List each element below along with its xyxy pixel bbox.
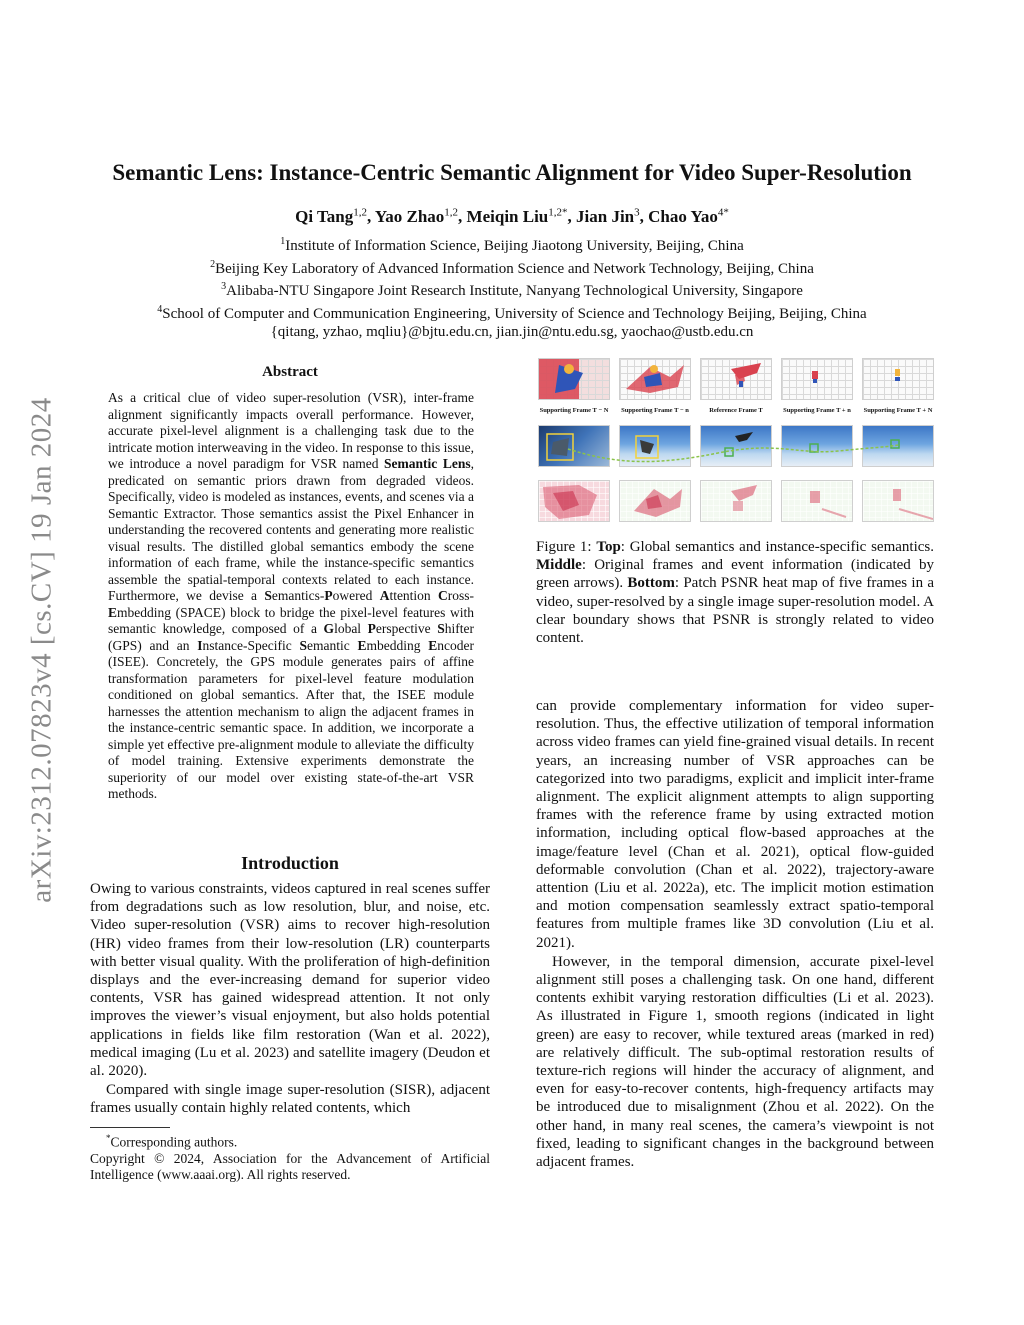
- psnr-heatmap-row: [538, 480, 934, 522]
- abstract-segment: P: [367, 621, 376, 636]
- affiliation: $^2$Beijing Key Laboratory of Advanced Information Science and Network Technology, Beijing, China: [210, 258, 814, 277]
- author: Chao Yao$^{4*}$: [648, 206, 729, 226]
- psnr-heatmap: [862, 480, 934, 522]
- affiliation: $^1$Institute of Information Science, Beijing Jiaotong University, Beijing, China: [280, 236, 744, 254]
- caption-segment: Middle: [536, 557, 582, 574]
- abstract-segment: owered: [332, 588, 380, 603]
- semantic-frame: [538, 358, 610, 400]
- paragraph: can provide complementary information for video super-resolution. Thus, the effective utilization of temporal information across video frames can yield fine-grained visual details. In recent years, an increasing number of VSR approaches can be categorized into two paradigms, explicit and implicit inter-frame alignment. The explicit alignment attempts to align supporting frames with the reference frame by using extracted motion information, including optical flow-based approaches at the image/feature level (Chan et al. 2021), optical flow-guided deformable convolution (Chan et al. 2022), trajectory-aware attention (Liu et al. 2022a), etc. The implicit motion estimation and motion compensation seamlessly extract spatio-temporal features from multiple frames like 3D convolution (Liu et al. 2021).: [536, 698, 934, 951]
- frame-label: Supporting Frame T − N: [539, 407, 609, 414]
- arxiv-stamp: [22, 360, 62, 940]
- frame-label-row: [538, 407, 934, 419]
- right-column-body: [536, 697, 934, 1171]
- psnr-heatmap: [619, 480, 691, 522]
- semantic-frame: [862, 358, 934, 400]
- semantic-frame: [619, 358, 691, 400]
- abstract-segment: ross-: [447, 588, 475, 603]
- footnote: [90, 1130, 490, 1183]
- abstract-segment: Semantic Lens: [384, 456, 471, 471]
- semantic-frame: [781, 358, 853, 400]
- email-list: {qitang, yzhao, mqliu}@bjtu.edu.cn, jian.jin@ntu.edu.sg, yaochao@ustb.edu.cn: [270, 324, 754, 340]
- abstract-heading: Abstract: [262, 364, 318, 380]
- semantic-row: [538, 358, 934, 400]
- figure-1: [538, 358, 934, 528]
- psnr-heatmap: [538, 480, 610, 522]
- abstract-segment: hifter (GPS) and an: [108, 621, 474, 653]
- abstract-segment: I: [197, 637, 203, 653]
- author: Jian Jin$^3$: [576, 206, 640, 226]
- author-list: Qi Tang$^{1,2}$, Yao Zhao$^{1,2}$, Meiqin Liu$^{1,2*}$, Jian Jin$^3$, Chao Yao$^{4*}$: [295, 206, 729, 226]
- abstract-segment: lobal: [334, 621, 368, 636]
- abstract-segment: , predicated on semantic priors drawn from degraded videos. Specifically, video is modeled as instances, events, and scenes via a Semantic Extractor. Those semantics assist the Pixel Enhancer in understanding the recovered contents and generating more realistic visual results. The distilled global semantics embody the scene information of each frame, while the instance-specific semantics assemble the spatial-temporal contexts related to each instance. Furthermore, we devise a: [108, 456, 474, 603]
- author: Yao Zhao$^{1,2}$: [374, 206, 459, 226]
- abstract-segment: S: [299, 637, 307, 653]
- abstract-segment: P: [324, 588, 333, 603]
- abstract-body: [108, 390, 474, 803]
- frame-label: Reference Frame T: [709, 407, 763, 414]
- caption-segment: : Global semantics and instance-specific semantics.: [620, 539, 934, 555]
- introduction-heading: Introduction: [241, 853, 339, 873]
- paragraph: Owing to various constraints, videos captured in real scenes suffer from degradations such as low resolution, blur, and noise, etc. Video super-resolution (VSR) aims to recover high-resolution (HR) video frames from their low-resolution (LR) counterparts with better visual quality. With the proliferation of high-definition displays and the ever-increasing demand for superior video contents, VSR has gained widespread attention. It not only improves the viewer’s visual enjoyment, but also holds potential applications in fields like film restoration (Wan et al. 2022), medical imaging (Lu et al. 2023) and satellite imagery (Deudon et al. 2020).: [90, 881, 490, 1080]
- affiliations: [0, 233, 1024, 342]
- abstract-segment: E: [428, 637, 438, 653]
- paragraph: Compared with single image super-resolution (SISR), adjacent frames usually contain highly related contents, which: [90, 1082, 490, 1117]
- event-arrows: [538, 425, 934, 467]
- author: Qi Tang$^{1,2}$: [295, 206, 367, 226]
- psnr-heatmap: [781, 480, 853, 522]
- author: Meiqin Liu$^{1,2*}$: [466, 206, 568, 226]
- frame-label: Supporting Frame T − n: [621, 407, 689, 414]
- abstract-segment: emantic: [307, 637, 358, 653]
- affiliation: $^3$Alibaba-NTU Singapore Joint Research Institute, Nanyang Technological University, Singapore: [221, 281, 803, 299]
- arxiv-id: arXiv:2312.07823v4 [cs.CV] 19 Jan 2024: [25, 397, 58, 903]
- figure-caption: [536, 538, 934, 647]
- caption-segment: Figure 1:: [536, 539, 597, 555]
- original-frame-row: [538, 425, 934, 467]
- affiliation: $^4$School of Computer and Communication Engineering, University of Science and Technology Beijing, Beijing, China: [157, 303, 867, 322]
- psnr-heatmap: [700, 480, 772, 522]
- semantic-frame: [700, 358, 772, 400]
- abstract-segment: E: [108, 604, 118, 620]
- abstract-segment: C: [438, 588, 448, 603]
- caption-segment: : Original frames and event information (indicated by green arrows).: [536, 557, 934, 592]
- abstract-segment: mbedding (SPACE) block to bridge the pixel-level features with semantic knowledge, composed of a: [108, 604, 474, 636]
- abstract-segment: nstance-Specific: [202, 637, 300, 653]
- abstract-segment: E: [357, 637, 367, 653]
- caption-segment: Bottom: [627, 575, 675, 592]
- frame-label: Supporting Frame T + N: [863, 407, 933, 414]
- abstract-segment: G: [323, 621, 335, 636]
- abstract-segment: erspective: [375, 621, 438, 636]
- abstract-segment: S: [437, 621, 445, 636]
- abstract-segment: ttention: [389, 588, 439, 603]
- abstract-segment: As a critical clue of video super-resolution (VSR), inter-frame alignment significantly impacts overall performance. However, accurate pixel-level alignment is a challenging task due to the intricate motion interweaving in the video. In response to this issue, we introduce a novel paradigm for VSR named: [108, 390, 474, 471]
- abstract-segment: A: [379, 588, 390, 603]
- caption-segment: Top: [596, 539, 621, 555]
- abstract-segment: S: [264, 588, 272, 603]
- copyright-note: Copyright © 2024, Association for the Advancement of Artificial Intelligence (www.aaai.org). All rights reserved.: [90, 1150, 490, 1182]
- introduction-body: [90, 880, 490, 1118]
- footnote-rule: [90, 1127, 170, 1128]
- frame-label: Supporting Frame T + n: [783, 407, 851, 414]
- corresponding-note: *Corresponding authors.: [106, 1133, 238, 1150]
- abstract-segment: ncoder (ISEE). Concretely, the GPS module generates pairs of affine transformation parameters for pixel-level feature modulation conditioned on global semantics. After that, the ISEE module harnesses the attention mechanism to align the adjacent frames in the instance-centric semantic space. In addition, we incorporate a simple yet effective pre-alignment module to alleviate the difficulty of model training. Extensive experiments demonstrate the superiority of our model over existing state-of-the-art VSR methods.: [108, 637, 474, 801]
- abstract-segment: mbedding: [366, 637, 429, 653]
- paragraph: However, in the temporal dimension, accurate pixel-level alignment still poses a challenging task. On one hand, different contents exhibit varying restoration difficulties (Li et al. 2023). As illustrated in Figure 1, smooth regions (indicated in light green) are easy to recover, while textured areas (marked in red) are relatively difficult. The sub-optimal restoration results of texture-rich regions will hinder the accuracy of alignment, and even for easy-to-recover contents, high-frequency artifacts may be introduced due to misalignment (Zhou et al. 2022). On the other hand, in many real scenes, the camera’s viewpoint is not fixed, leading to significant changes in the background between adjacent frames.: [536, 953, 934, 1171]
- paper-title: Semantic Lens: Instance-Centric Semantic Alignment for Video Super-Resolution: [112, 160, 912, 185]
- abstract-segment: emantics-: [271, 588, 325, 603]
- caption-segment: : Patch PSNR heat map of five frames in a video, super-resolved by a single image super-resolution model. A clear boundary shows that PSNR is strongly related to video content.: [536, 575, 934, 647]
